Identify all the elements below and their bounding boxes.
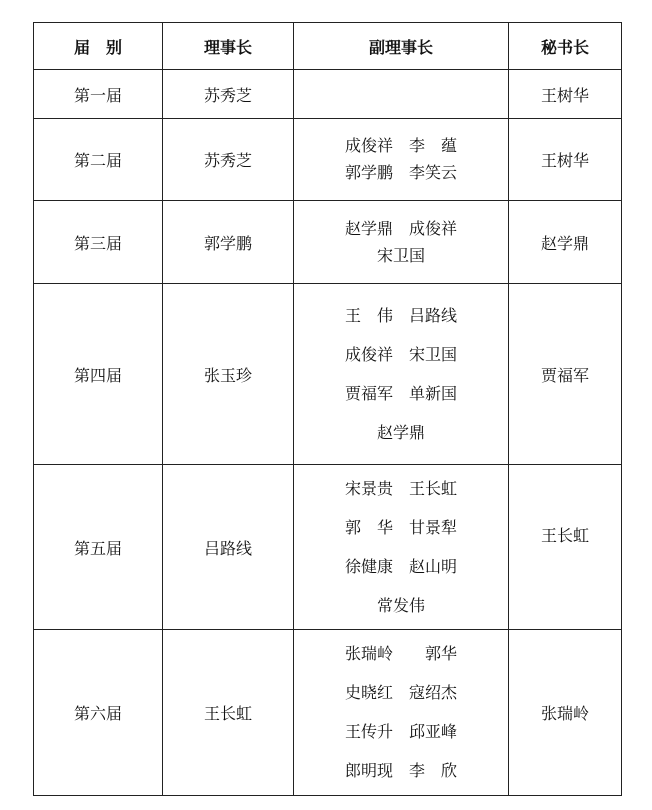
header-vice-chairmen: 副理事长: [294, 23, 509, 70]
header-row: [34, 23, 622, 70]
chairman-cell: 苏秀芝: [163, 70, 294, 119]
vice-chairman-line: 成俊祥 宋卫国: [344, 344, 457, 364]
chairman-cell: 郭学鹏: [163, 201, 294, 284]
vice-chairman-line: 宋景贵 王长虹: [344, 478, 457, 498]
term-cell: 第三届: [34, 201, 163, 284]
vice-chairman-line: 郎明现 李 欣: [344, 761, 457, 780]
vice-chairmen-cell: [294, 630, 509, 796]
vice-chairman-line: 赵学鼎: [376, 422, 425, 442]
vice-chairman-line: 郭学鹏 李笑云: [344, 163, 457, 182]
term-cell: 第二届: [34, 119, 163, 201]
chairman-cell: 苏秀芝: [163, 119, 294, 201]
vice-chairman-line: 成俊祥 李 蕴: [344, 136, 457, 155]
vice-chairman-line: 常发伟: [376, 595, 425, 615]
vice-chairman-line: 史晓红 寇绍杰: [344, 683, 457, 702]
table-row: [34, 465, 622, 630]
secretary-cell: 王长虹: [509, 465, 622, 630]
table-row: [34, 284, 622, 465]
header-chairman: 理事长: [163, 23, 294, 70]
vice-chairman-line: 贾福军 单新国: [344, 383, 457, 403]
table-row: [34, 119, 622, 201]
vice-chairmen-cell: [294, 119, 509, 201]
header-secretary: 秘书长: [509, 23, 622, 70]
vice-chairman-line: 郭 华 甘景犁: [344, 517, 457, 537]
secretary-cell: 王树华: [509, 70, 622, 119]
term-cell: 第一届: [34, 70, 163, 119]
chairman-cell: 吕路线: [163, 465, 294, 630]
vice-chairman-line: 张瑞岭 郭华: [344, 644, 457, 663]
vice-chairman-line: 宋卫国: [376, 245, 425, 265]
term-cell: 第五届: [34, 465, 163, 630]
table-row: [34, 70, 622, 119]
vice-chairman-line: 徐健康 赵山明: [344, 556, 457, 576]
vice-chairman-line: 王传升 邱亚峰: [344, 722, 457, 741]
secretary-cell: 赵学鼎: [509, 201, 622, 284]
table-row: [34, 630, 622, 796]
chairman-cell: 王长虹: [163, 630, 294, 796]
secretary-cell: 王树华: [509, 119, 622, 201]
term-cell: 第六届: [34, 630, 163, 796]
vice-chairmen-cell: [294, 465, 509, 630]
secretary-cell: 张瑞岭: [509, 630, 622, 796]
vice-chairmen-cell: [294, 201, 509, 284]
chairman-cell: 张玉珍: [163, 284, 294, 465]
secretary-cell: 贾福军: [509, 284, 622, 465]
vice-chairman-line: 王 伟 吕路线: [344, 305, 457, 325]
table-row: [34, 201, 622, 284]
vice-chairmen-cell: [294, 284, 509, 465]
vice-chairman-line: 赵学鼎 成俊祥: [344, 218, 457, 238]
vice-chairmen-cell: [294, 70, 509, 119]
term-cell: 第四届: [34, 284, 163, 465]
council-roster-table: [33, 22, 622, 796]
header-term: 届 别: [34, 23, 163, 70]
